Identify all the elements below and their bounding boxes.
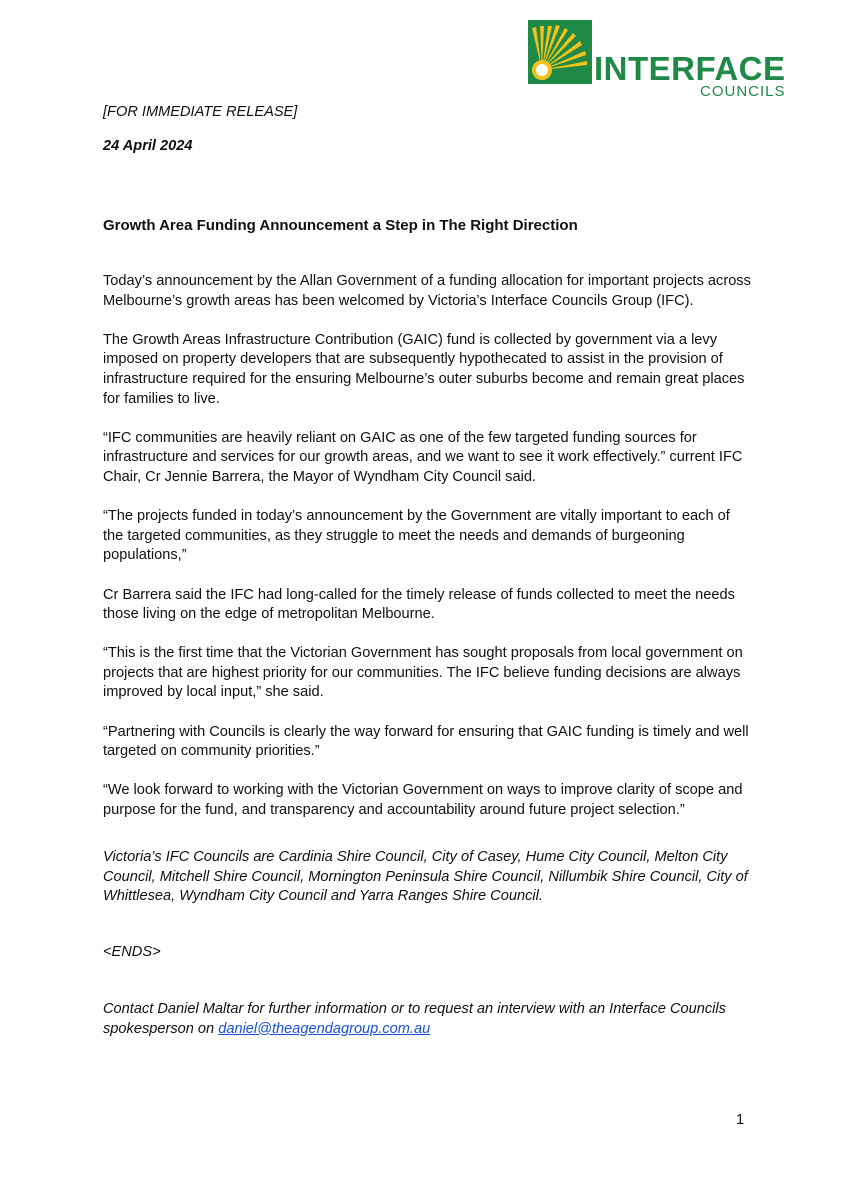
interface-councils-logo: [528, 20, 798, 100]
headline: Growth Area Funding Announcement a Step in The Right Direction: [103, 217, 578, 234]
paragraph: “The projects funded in today’s announcement by the Government are vitally important to each of the targeted communities, as they struggle to meet the needs and demands of burgeoning populations,”: [103, 508, 730, 564]
paragraph: “This is the first time that the Victorian Government has sought proposals from local government on projects that are highest priority for our communities. The IFC believe funding decisions are always improved by local input,” she said.: [103, 645, 743, 701]
paragraph: “IFC communities are heavily reliant on GAIC as one of the few targeted funding sources for infrastructure and services for our growth areas, and we want to see it work effectively.” current IFC Chair, Cr Jennie Barrera, the Mayor of Wyndham City Council said.: [103, 429, 743, 485]
paragraph: Today’s announcement by the Allan Government of a funding allocation for important projects across Melbourne’s growth areas has been welcomed by Victoria’s Interface Councils Group (IFC).: [103, 273, 751, 309]
sunburst-logo-icon: [528, 20, 592, 84]
logo-wordmark: INTERFACE: [594, 50, 786, 87]
page-number: 1: [736, 1112, 745, 1128]
logo-subtitle: COUNCILS: [700, 83, 786, 100]
paragraph: The Growth Areas Infrastructure Contribution (GAIC) fund is collected by government via a levy imposed on property developers that are subsequently hypothecated to assist in the provision of infrastructure required for the ensuring Melbourne’s outer suburbs become and remain great places for families to live.: [103, 331, 745, 407]
councils-note: Victoria’s IFC Councils are Cardinia Shire Council, City of Casey, Hume City Council, Melton City Council, Mitchell Shire Council, Mornington Peninsula Shire Council, Nillumbik Shire Council, City of Whittlesea, Wyndham City Council and Yarra Ranges Shire Council.: [103, 849, 748, 905]
contact-text: Contact Daniel Maltar for further information or to request an interview with an Interface Councils spokesperson on: [103, 1001, 726, 1037]
paragraph: “We look forward to working with the Victorian Government on ways to improve clarity of scope and purpose for the fund, and transparency and accountability around future project selection.”: [103, 782, 743, 819]
ends-marker: <ENDS>: [103, 944, 161, 960]
paragraph: Cr Barrera said the IFC had long-called for the timely release of funds collected to meet the needs those living on the edge of metropolitan Melbourne.: [103, 586, 735, 623]
release-date: 24 April 2024: [103, 138, 193, 154]
paragraph: “Partnering with Councils is clearly the way forward for ensuring that GAIC funding is timely and well targeted on community priorities.”: [103, 723, 749, 760]
body-paragraphs: [103, 272, 753, 840]
contact-email-link[interactable]: daniel@theagendagroup.com.au: [218, 1020, 431, 1037]
release-tag: [FOR IMMEDIATE RELEASE]: [103, 104, 298, 120]
contact-info: [103, 1000, 753, 1039]
